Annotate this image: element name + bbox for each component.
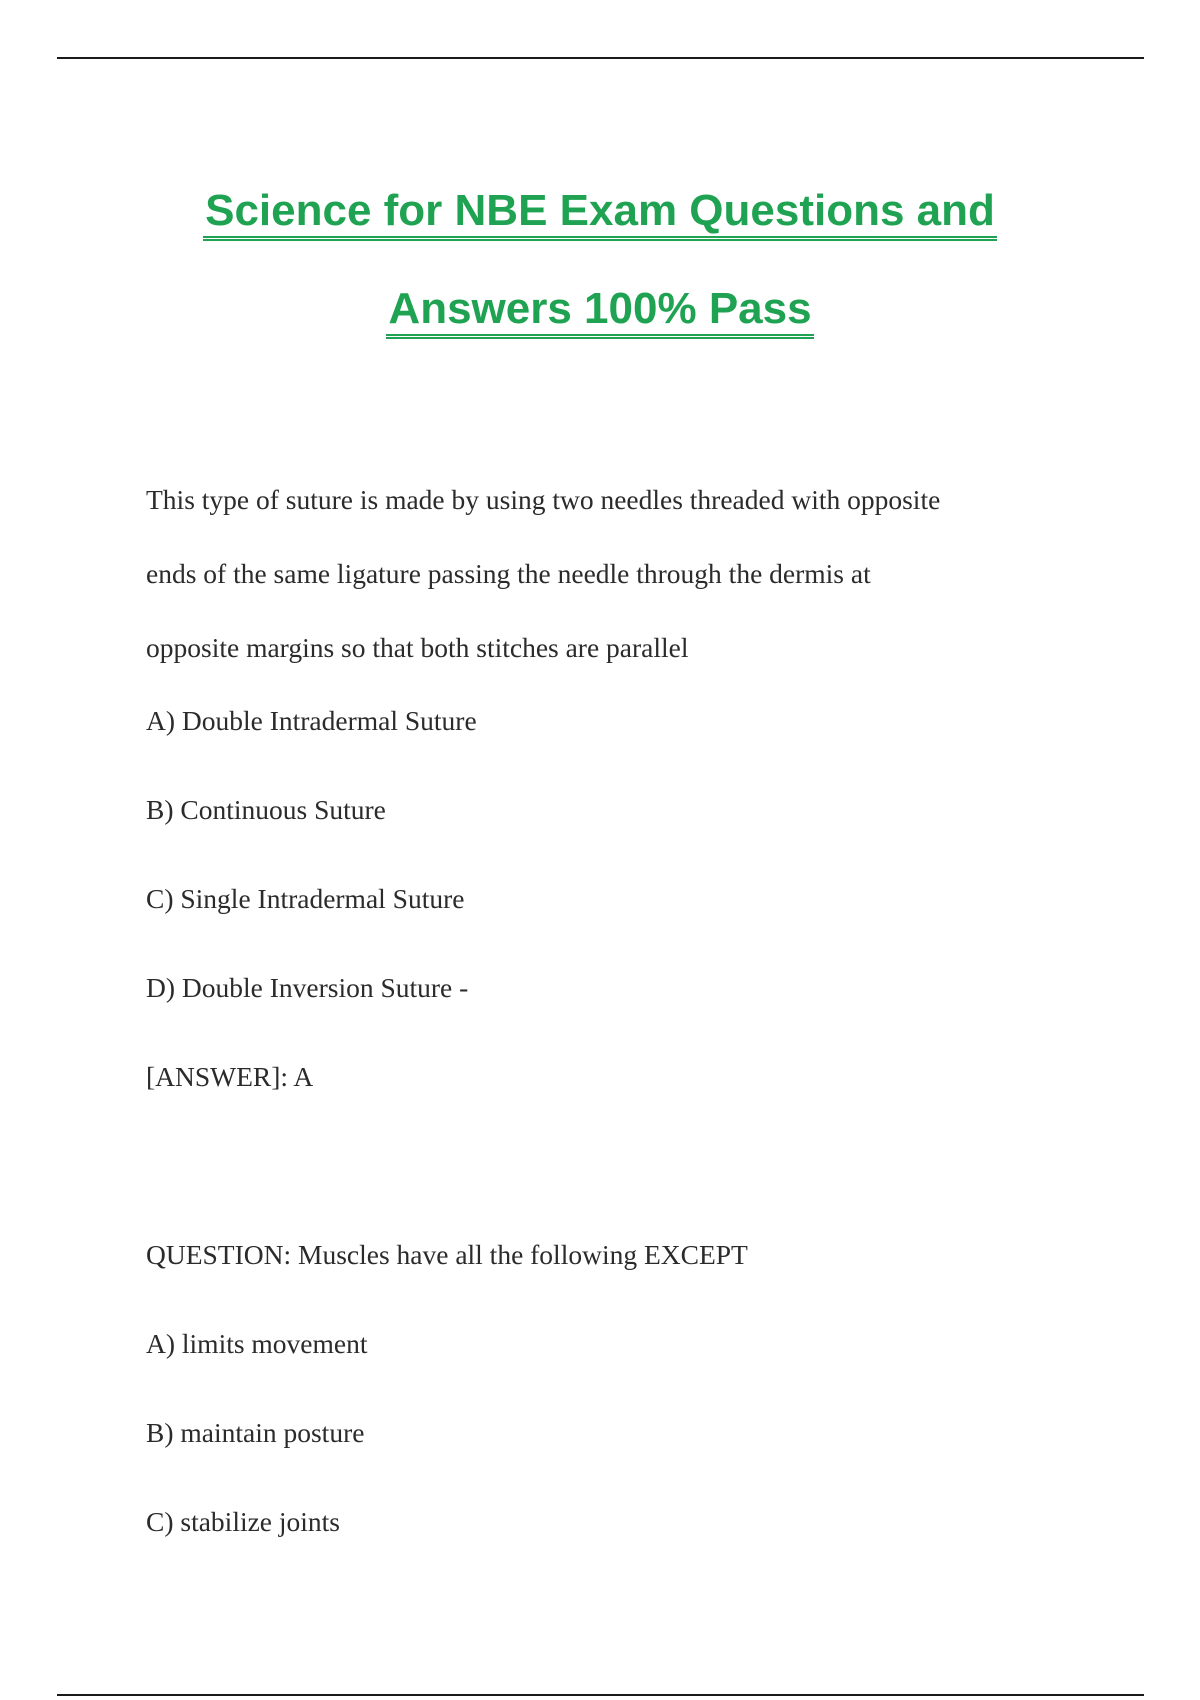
question-1-stem <box>146 463 1086 685</box>
question-1-answer: [ANSWER]: A <box>146 1061 314 1092</box>
question-1-option-c: C) Single Intradermal Suture <box>146 883 465 914</box>
question-2-option-b: B) maintain posture <box>146 1417 365 1448</box>
question-2-stem: QUESTION: Muscles have all the following EXCEPT <box>146 1239 748 1270</box>
document-title-text-2: Answers 100% Pass <box>386 284 813 339</box>
question-1-stem-line: ends of the same ligature passing the needle through the dermis at <box>146 558 871 589</box>
question-1-stem-line: This type of suture is made by using two needles threaded with opposite <box>146 484 941 515</box>
footer-rule <box>57 1694 1144 1696</box>
document-title-text-1: Science for NBE Exam Questions and <box>203 186 997 241</box>
question-2-option-c: C) stabilize joints <box>146 1506 341 1537</box>
question-1-option-a: A) Double Intradermal Suture <box>146 705 477 736</box>
document-title-line-1 <box>0 183 1200 241</box>
question-1-option-b: B) Continuous Suture <box>146 794 386 825</box>
document-title-line-2 <box>0 281 1200 339</box>
header-rule <box>57 57 1144 59</box>
question-1-option-d: D) Double Inversion Suture - <box>146 972 469 1003</box>
question-1-stem-line: opposite margins so that both stitches are parallel <box>146 632 689 663</box>
question-2-option-a: A) limits movement <box>146 1328 368 1359</box>
